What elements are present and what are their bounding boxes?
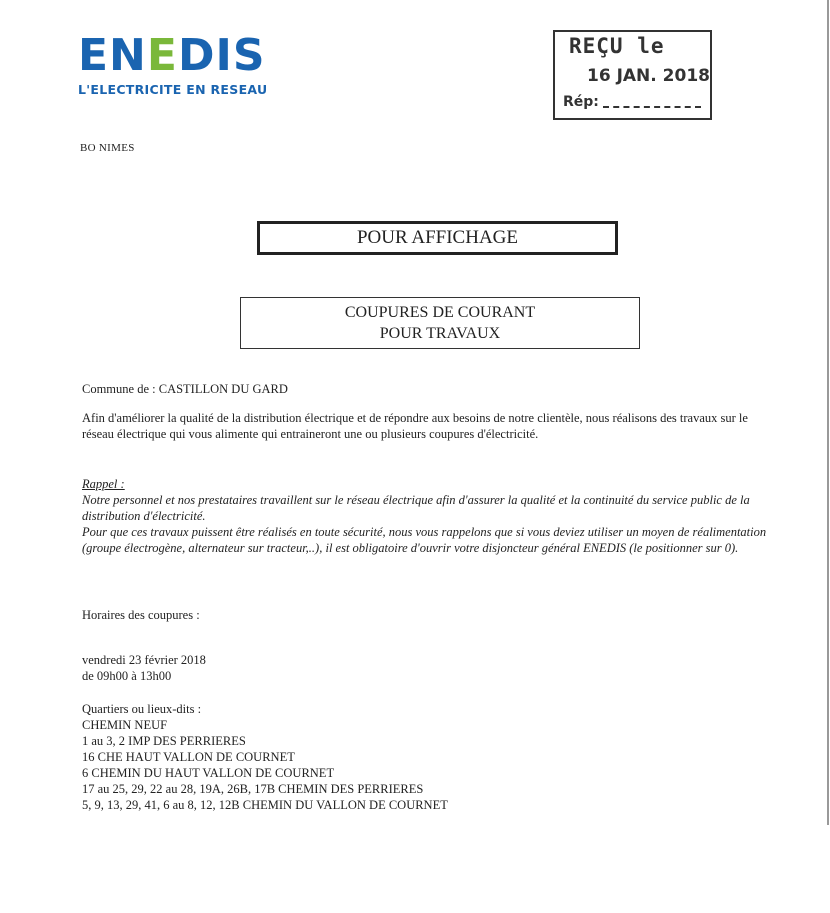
pour-affichage-box — [257, 221, 618, 255]
list-item: 17 au 25, 29, 22 au 28, 19A, 26B, 17B CHEMIN DES PERRIERES — [82, 782, 424, 796]
logo-wordmark — [78, 30, 267, 81]
coupures-title-line1: COUPURES DE COURANT — [344, 304, 536, 321]
intro-paragraph: Afin d'améliorer la qualité de la distribution électrique et de répondre aux besoins de notre clientèle, nous réalisons des travaux sur le réseau électrique qui vous alimente qui entraineront une ou plusieurs coupures d'électricité. — [82, 411, 748, 441]
stamp-title: REÇU le — [569, 34, 665, 58]
received-stamp — [553, 30, 712, 120]
horaires-label: Horaires des coupures : — [82, 608, 200, 622]
stamp-rep-line — [603, 106, 701, 108]
commune-line: Commune de : CASTILLON DU GARD — [82, 382, 288, 396]
logo-word-part2: E — [146, 30, 178, 81]
stamp-date: 16 JAN. 2018 — [587, 66, 710, 86]
quartiers-section — [82, 701, 448, 813]
list-item: CHEMIN NEUF — [82, 718, 168, 732]
service-name: BO NIMES — [80, 142, 135, 154]
outage-date: vendredi 23 février 2018 — [82, 653, 206, 667]
rappel-title: Rappel : — [82, 477, 125, 491]
rappel-paragraph-1: Notre personnel et nos prestataires travaillent sur le réseau électrique afin d'assurer la qualité et la continuité du service public de la distribution d'électricité. — [82, 493, 750, 523]
enedis-logo — [78, 30, 268, 97]
stamp-rep-label: Rép: — [563, 94, 599, 110]
coupures-title-box — [240, 297, 640, 349]
pour-affichage-title: POUR AFFICHAGE — [356, 227, 518, 248]
list-item: 5, 9, 13, 29, 41, 6 au 8, 12, 12B CHEMIN DU VALLON DE COURNET — [82, 798, 448, 812]
quartiers-label: Quartiers ou lieux-dits : — [82, 702, 202, 716]
outage-schedule — [82, 652, 206, 684]
scan-edge-line — [827, 0, 829, 825]
rappel-paragraph-2: Pour que ces travaux puissent être réalisés en toute sécurité, nous vous rappelons que si vous deviez utiliser un moyen de réalimentation (groupe électrogène, alternateur sur tracteur,..), il est obligatoire d'ouvrir votre disjoncteur général ENEDIS (le positionner sur 0). — [82, 525, 767, 555]
logo-word-part3: DIS — [177, 30, 266, 81]
outage-time: de 09h00 à 13h00 — [82, 669, 172, 683]
list-item: 1 au 3, 2 IMP DES PERRIERES — [82, 734, 246, 748]
coupures-title-line2: POUR TRAVAUX — [379, 325, 501, 342]
rappel-section — [82, 476, 782, 556]
list-item: 6 CHEMIN DU HAUT VALLON DE COURNET — [82, 766, 335, 780]
list-item: 16 CHE HAUT VALLON DE COURNET — [82, 750, 295, 764]
logo-tagline: L'ELECTRICITE EN RESEAU — [78, 82, 268, 97]
logo-word-part1: EN — [78, 30, 147, 81]
